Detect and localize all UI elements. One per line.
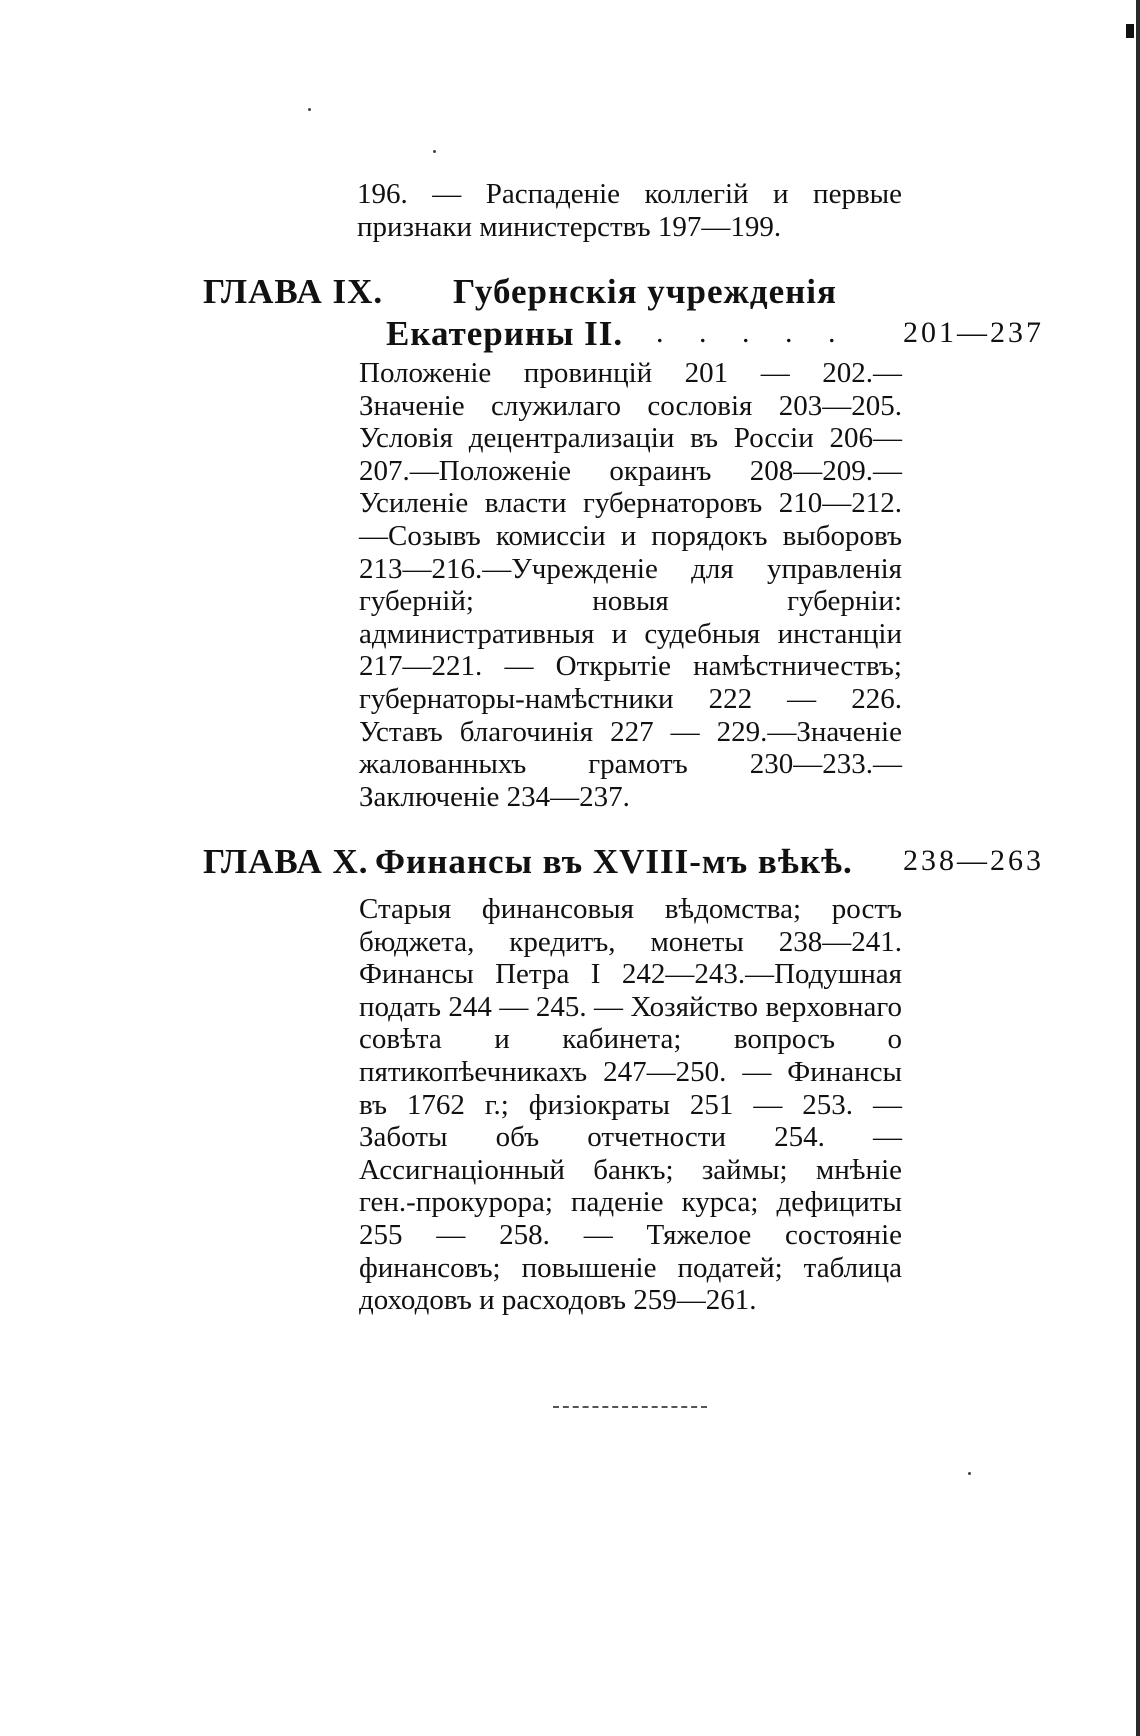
chapter-9-title-line1: Губернскія учрежденія [453, 272, 837, 311]
chapter-9-heading [203, 272, 1073, 312]
chapter-9-leader-dots: . . . . . [656, 316, 850, 349]
speck [308, 108, 311, 111]
chapter-10-heading [203, 842, 1073, 882]
end-rule-divider [553, 1406, 707, 1408]
chapter-9-title-line2: Екатерины II. [386, 314, 624, 353]
chapter-10-title: Финансы въ XVIII-мъ вѣкѣ. [375, 842, 853, 881]
chapter-9-label: ГЛАВА IX. [203, 272, 384, 311]
speck [433, 150, 436, 153]
chapter-9-pages: 201—237 [903, 316, 1044, 349]
chapter-10-label: ГЛАВА X. [203, 842, 369, 881]
previous-chapter-continuation: 196. — Распаденіе коллегій и первые признаки министерствъ 197—199. [357, 178, 902, 243]
scan-mark [1126, 24, 1134, 38]
page-scan-edge [1136, 0, 1140, 1736]
speck [968, 1472, 971, 1475]
chapter-10-pages: 238—263 [903, 844, 1044, 877]
chapter-10-summary: Старыя финансовыя вѣдомства; ростъ бюджета, кредитъ, монеты 238—241. Финансы Петра I 242—243.—Подушная подать 244 — 245. — Хозяйство верховнаго совѣта и кабинета; вопросъ о пятикопѣечникахъ 247—250. — Финансы въ 1762 г.; физіократы 251 — 253. — Заботы объ отчетности 254. — Ассигнаціонный банкъ; займы; мнѣніе ген.-прокурора; паденіе курса; дефициты 255 — 258. — Тяжелое состояніе финансовъ; повышеніе податей; таблица доходовъ и расходовъ 259—261. [359, 893, 902, 1317]
chapter-9-summary: Положеніе провинцій 201 — 202.— Значеніе служилаго сословія 203—205. Условія децентрализаціи въ Россіи 206—207.—Положеніе окраинъ 208—209.—Усиленіе власти губернаторовъ 210—212.—Созывъ комиссіи и порядокъ выборовъ 213—216.—Учрежденіе для управленія губерній; новыя губерніи: административныя и судебныя инстанціи 217—221. — Открытіе намѣстничествъ; губернаторы-намѣстники 222 — 226. Уставъ благочинія 227 — 229.—Значеніе жалованныхъ грамотъ 230—233.—Заключеніе 234—237. [359, 357, 902, 813]
